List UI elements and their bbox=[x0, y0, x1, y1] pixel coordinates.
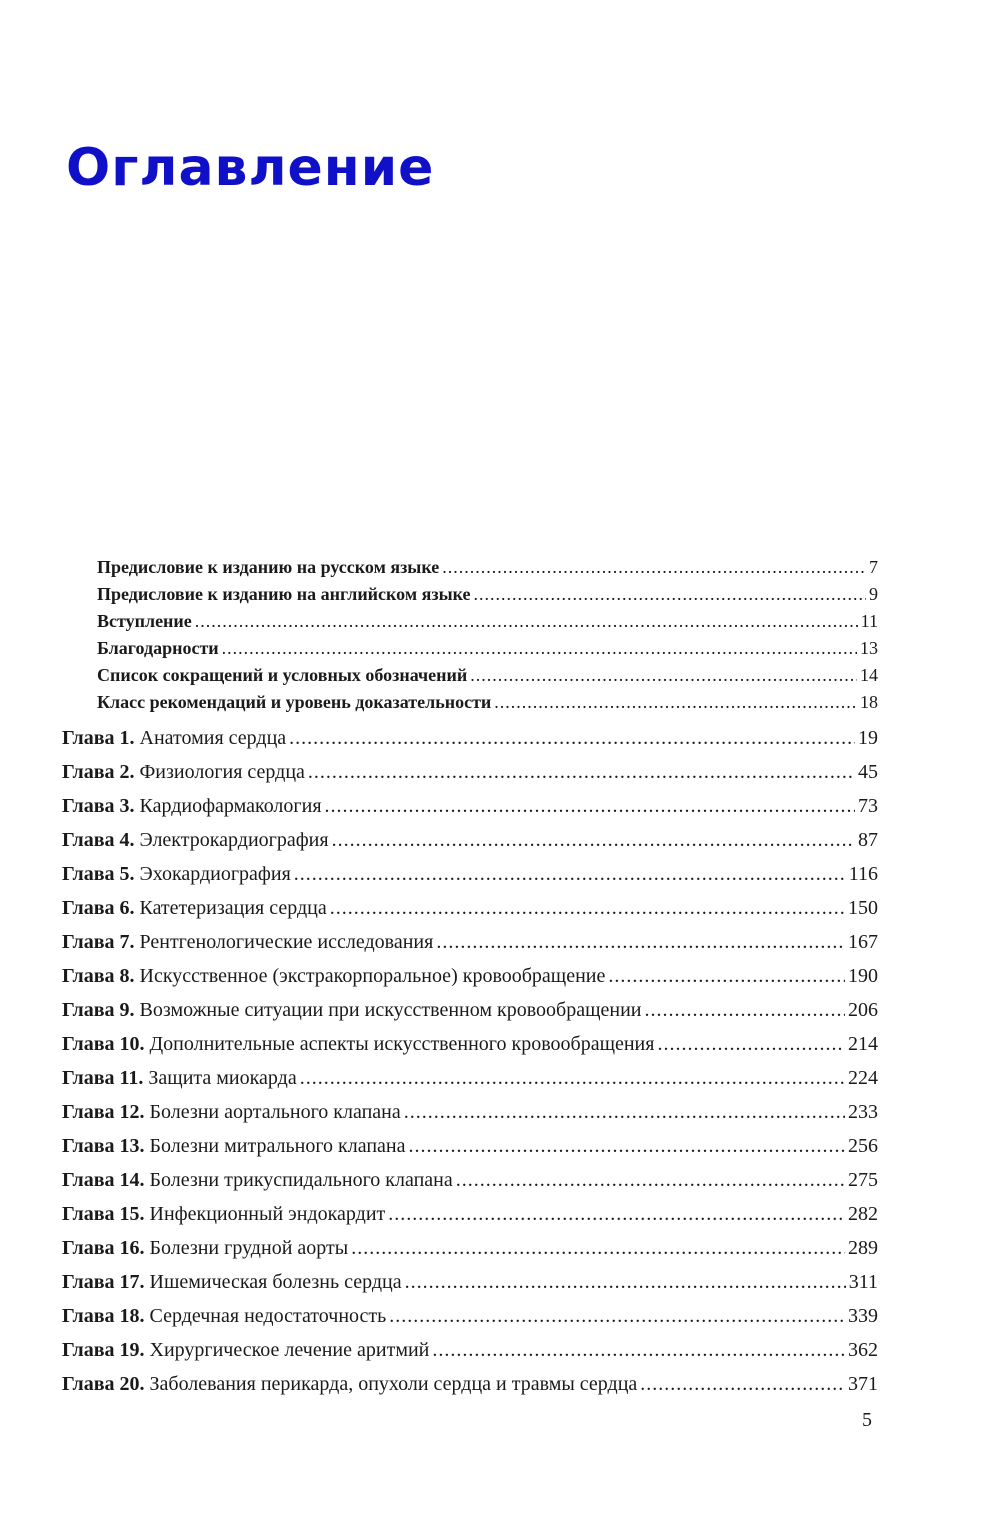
chapter-page: 311 bbox=[848, 1271, 878, 1293]
dot-leader bbox=[494, 690, 857, 714]
dot-leader bbox=[456, 1168, 845, 1192]
chapter-title: Болезни грудной аорты bbox=[149, 1237, 349, 1259]
dot-leader bbox=[409, 1134, 845, 1158]
toc-entry-page: 11 bbox=[860, 611, 878, 631]
dot-leader bbox=[222, 636, 857, 660]
chapter-title: Сердечная недостаточность bbox=[149, 1305, 387, 1327]
chapter-page: 150 bbox=[848, 897, 878, 919]
dot-leader bbox=[645, 998, 846, 1022]
chapter-title: Искусственное (экстракорпоральное) кровообращение bbox=[139, 965, 606, 987]
chapter-prefix: Глава 13. bbox=[62, 1135, 145, 1157]
toc-entry-page: 13 bbox=[860, 638, 878, 658]
dot-leader bbox=[640, 1372, 845, 1396]
toc-chapter-entry[interactable] bbox=[62, 1202, 878, 1226]
chapter-prefix: Глава 4. bbox=[62, 829, 135, 851]
chapter-prefix: Глава 8. bbox=[62, 965, 135, 987]
chapter-prefix: Глава 6. bbox=[62, 897, 135, 919]
dot-leader bbox=[657, 1032, 845, 1056]
chapter-prefix: Глава 3. bbox=[62, 795, 135, 817]
toc-chapter-entry[interactable] bbox=[62, 896, 878, 920]
chapter-title: Болезни трикуспидального клапана bbox=[149, 1169, 453, 1191]
toc-chapter-entry[interactable] bbox=[62, 1134, 878, 1158]
toc-entry-page: 18 bbox=[860, 692, 878, 712]
chapter-page: 289 bbox=[848, 1237, 878, 1259]
chapter-page: 275 bbox=[848, 1169, 878, 1191]
dot-leader bbox=[325, 794, 855, 818]
chapter-page: 224 bbox=[848, 1067, 878, 1089]
chapter-page: 362 bbox=[848, 1339, 878, 1361]
chapter-prefix: Глава 11. bbox=[62, 1067, 144, 1089]
toc-entry-label: Предисловие к изданию на русском языке bbox=[97, 557, 440, 577]
toc-chapter-entry[interactable] bbox=[62, 998, 878, 1022]
chapter-page: 214 bbox=[848, 1033, 878, 1055]
chapter-prefix: Глава 16. bbox=[62, 1237, 145, 1259]
chapter-prefix: Глава 12. bbox=[62, 1101, 145, 1123]
chapter-page: 73 bbox=[858, 795, 878, 817]
dot-leader bbox=[432, 1338, 845, 1362]
toc-entry[interactable] bbox=[97, 636, 878, 660]
chapter-title: Болезни аортального клапана bbox=[149, 1101, 401, 1123]
toc-chapter-entry[interactable] bbox=[62, 1066, 878, 1090]
chapter-prefix: Глава 17. bbox=[62, 1271, 145, 1293]
chapter-prefix: Глава 9. bbox=[62, 999, 135, 1021]
dot-leader bbox=[404, 1100, 845, 1124]
dot-leader bbox=[474, 582, 866, 606]
chapter-page: 206 bbox=[848, 999, 878, 1021]
chapter-title: Защита миокарда bbox=[148, 1067, 297, 1089]
toc-chapter-entry[interactable] bbox=[62, 760, 878, 784]
toc-chapter-entry[interactable] bbox=[62, 930, 878, 954]
chapter-prefix: Глава 18. bbox=[62, 1305, 145, 1327]
chapter-page: 256 bbox=[848, 1135, 878, 1157]
toc-entry[interactable] bbox=[97, 690, 878, 714]
dot-leader bbox=[195, 609, 858, 633]
chapter-title: Возможные ситуации при искусственном кровообращении bbox=[139, 999, 642, 1021]
chapter-title: Ишемическая болезнь сердца bbox=[149, 1271, 402, 1293]
toc-chapter-entry[interactable] bbox=[62, 794, 878, 818]
chapter-title: Физиология сердца bbox=[139, 761, 305, 783]
chapter-page: 45 bbox=[858, 761, 878, 783]
toc-chapter-entry[interactable] bbox=[62, 828, 878, 852]
toc-entry[interactable] bbox=[97, 663, 878, 687]
chapter-prefix: Глава 19. bbox=[62, 1339, 145, 1361]
dot-leader bbox=[389, 1304, 845, 1328]
toc-entry-label: Вступление bbox=[97, 611, 192, 631]
toc-entry[interactable] bbox=[97, 582, 878, 606]
dot-leader bbox=[308, 760, 855, 784]
toc-entry[interactable] bbox=[97, 609, 878, 633]
chapter-title: Катетеризация сердца bbox=[139, 897, 327, 919]
chapter-title: Электрокардиография bbox=[139, 829, 329, 851]
chapter-page: 282 bbox=[848, 1203, 878, 1225]
dot-leader bbox=[300, 1066, 845, 1090]
toc-entry-label: Класс рекомендаций и уровень доказательности bbox=[97, 692, 492, 712]
dot-leader bbox=[436, 930, 845, 954]
toc-chapter-entry[interactable] bbox=[62, 726, 878, 750]
toc-chapter-entry[interactable] bbox=[62, 1168, 878, 1192]
chapter-prefix: Глава 20. bbox=[62, 1373, 145, 1395]
chapter-prefix: Глава 10. bbox=[62, 1033, 145, 1055]
toc-entry-label: Список сокращений и условных обозначений bbox=[97, 665, 468, 685]
chapter-prefix: Глава 5. bbox=[62, 863, 135, 885]
page-title: Оглавление bbox=[66, 138, 435, 198]
dot-leader bbox=[332, 828, 855, 852]
toc-chapter-entry[interactable] bbox=[62, 1372, 878, 1396]
dot-leader bbox=[330, 896, 845, 920]
toc-chapter-entry[interactable] bbox=[62, 1270, 878, 1294]
chapter-page: 19 bbox=[858, 727, 878, 749]
chapter-page: 339 bbox=[848, 1305, 878, 1327]
toc-chapter-entry[interactable] bbox=[62, 1304, 878, 1328]
toc-entry-label: Благодарности bbox=[97, 638, 219, 658]
dot-leader bbox=[294, 862, 846, 886]
chapter-title: Инфекционный эндокардит bbox=[149, 1203, 386, 1225]
chapter-page: 371 bbox=[848, 1373, 878, 1395]
chapter-title: Эхокардиография bbox=[139, 863, 291, 885]
toc-chapter-entry[interactable] bbox=[62, 1236, 878, 1260]
chapter-page: 167 bbox=[848, 931, 878, 953]
toc-entry[interactable] bbox=[97, 555, 878, 579]
chapter-page: 116 bbox=[848, 863, 878, 885]
toc-entry-page: 14 bbox=[860, 665, 878, 685]
chapter-title: Заболевания перикарда, опухоли сердца и травмы сердца bbox=[149, 1373, 638, 1395]
dot-leader bbox=[405, 1270, 846, 1294]
page-number: 5 bbox=[862, 1409, 872, 1431]
chapter-page: 233 bbox=[848, 1101, 878, 1123]
toc-chapter-entry[interactable] bbox=[62, 862, 878, 886]
chapter-title: Рентгенологические исследования bbox=[139, 931, 434, 953]
chapter-prefix: Глава 1. bbox=[62, 727, 135, 749]
dot-leader bbox=[442, 555, 866, 579]
toc-entry-label: Предисловие к изданию на английском языке bbox=[97, 584, 471, 604]
chapter-prefix: Глава 14. bbox=[62, 1169, 145, 1191]
dot-leader bbox=[289, 726, 855, 750]
toc-chapter-entry[interactable] bbox=[62, 1100, 878, 1124]
chapter-page: 190 bbox=[848, 965, 878, 987]
chapter-page: 87 bbox=[858, 829, 878, 851]
dot-leader bbox=[388, 1202, 845, 1226]
chapter-title: Хирургическое лечение аритмий bbox=[149, 1339, 430, 1361]
chapter-title: Кардиофармакология bbox=[139, 795, 322, 817]
chapter-title: Анатомия сердца bbox=[139, 727, 287, 749]
toc-entry-page: 9 bbox=[869, 584, 878, 604]
toc-chapter-entry[interactable] bbox=[62, 1032, 878, 1056]
toc-chapter-entry[interactable] bbox=[62, 1338, 878, 1362]
chapter-prefix: Глава 2. bbox=[62, 761, 135, 783]
chapter-title: Болезни митрального клапана bbox=[149, 1135, 406, 1157]
toc-chapter-entry[interactable] bbox=[62, 964, 878, 988]
chapter-prefix: Глава 7. bbox=[62, 931, 135, 953]
dot-leader bbox=[470, 663, 857, 687]
dot-leader bbox=[351, 1236, 845, 1260]
chapter-title: Дополнительные аспекты искусственного кровообращения bbox=[149, 1033, 655, 1055]
chapter-prefix: Глава 15. bbox=[62, 1203, 145, 1225]
toc-entry-page: 7 bbox=[869, 557, 878, 577]
dot-leader bbox=[608, 964, 845, 988]
